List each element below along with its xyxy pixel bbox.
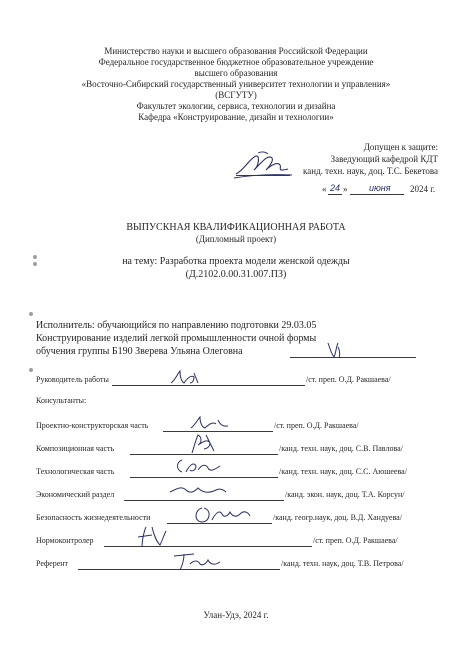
thesis-subtype: (Дипломный проект) (195, 234, 277, 244)
date-day: 24 (330, 183, 341, 193)
university-abbr: (ВСГУТУ) (215, 90, 257, 100)
consultant-economics-value: /канд. экон. наук, доц. Т.А. Корсун/ (285, 490, 405, 499)
consultant-technology-signature (170, 456, 228, 478)
date-day-line (328, 194, 342, 195)
supervisor-label: Руководитель работы (36, 375, 109, 384)
supervisor-signature (168, 367, 208, 387)
executor-signature (324, 339, 346, 361)
head-credentials: канд. техн. наук, доц. Т.С. Бекетова (303, 166, 438, 176)
binding-hole (29, 312, 33, 316)
department-name: Кафедра «Конструирование, дизайн и технологии» (138, 112, 334, 122)
binding-hole (29, 368, 33, 372)
faculty-name: Факультет экологии, сервиса, технологии и дизайна (136, 101, 336, 111)
consultants-label: Консультанты: (36, 396, 87, 405)
executor-line-2: Конструирование изделий легкой промышленности очной формы (36, 333, 317, 344)
city-year: Улан-Удэ, 2024 г. (203, 610, 269, 620)
consultant-safety-signature (190, 502, 254, 528)
consultant-economics-signature (168, 482, 228, 500)
executor-signature-line (290, 357, 416, 358)
admitted-to-defense: Допущен к защите: (363, 142, 438, 152)
consultant-design-value: /ст. преп. О.Д. Ракшаева/ (274, 421, 359, 430)
consultant-economics-line (124, 500, 284, 501)
consultant-design-signature (188, 414, 234, 432)
date-month-line (350, 194, 404, 195)
supervisor-credentials: /ст. преп. О.Д. Ракшаева/ (306, 375, 391, 384)
binding-hole (33, 255, 37, 259)
consultant-composition-value: /канд. техн. наук, доц. С.В. Павлова/ (279, 444, 403, 453)
consultant-composition-signature (186, 431, 222, 457)
binding-hole (33, 262, 37, 266)
reviewer-value: /канд. техн. наук, доц. Т.В. Петрова/ (281, 559, 404, 568)
ministry-line: Министерство науки и высшего образования Российской Федерации (104, 46, 368, 56)
norm-controller-signature (132, 523, 172, 551)
education-level-line: высшего образования (194, 68, 278, 78)
document-code: (Д.2102.0.00.31.007.ПЗ) (185, 269, 287, 280)
date-month: июня (369, 183, 391, 193)
consultant-technology-value: /канд. техн. наук, доц. С.С. Аюшеева/ (279, 467, 407, 476)
institution-type-line: Федеральное государственное бюджетное образовательное учреждение (98, 57, 374, 67)
consultant-design-label: Проектно-конструкторская часть (36, 421, 149, 430)
reviewer-label: Референт (36, 559, 69, 568)
supervisor-signature-line (112, 385, 305, 386)
executor-line-3: обучения группы Б190 Зверева Ульяна Олеговна (36, 346, 243, 357)
date-year: 2024 г. (410, 184, 436, 194)
thesis-topic: на тему: Разработка проекта модели женской одежды (122, 256, 350, 267)
norm-controller-label: Нормоконтролер (36, 536, 94, 545)
consultant-composition-label: Композиционная часть (36, 444, 115, 453)
norm-controller-value: /ст. преп. О.Д. Ракшаева/ (313, 536, 398, 545)
date-quote-open: « (322, 184, 327, 194)
head-signature (232, 148, 294, 180)
consultant-safety-value: /канд. геогр.наук, доц. В.Д. Хандуева/ (273, 513, 402, 522)
university-name: «Восточно-Сибирский государственный университет технологии и управления» (81, 79, 391, 89)
head-of-department: Заведующий кафедрой КДТ (330, 154, 438, 164)
consultant-economics-label: Экономический раздел (36, 490, 115, 499)
reviewer-signature (172, 550, 224, 572)
thesis-type: ВЫПУСКНАЯ КВАЛИФИКАЦИОННАЯ РАБОТА (126, 222, 346, 233)
consultant-safety-label: Безопасность жизнедеятельности (36, 513, 151, 522)
executor-line-1: Исполнитель: обучающийся по направлению подготовки 29.03.05 (36, 320, 317, 331)
consultant-technology-label: Технологическая часть (36, 467, 115, 476)
date-quote-close: » (343, 184, 348, 194)
